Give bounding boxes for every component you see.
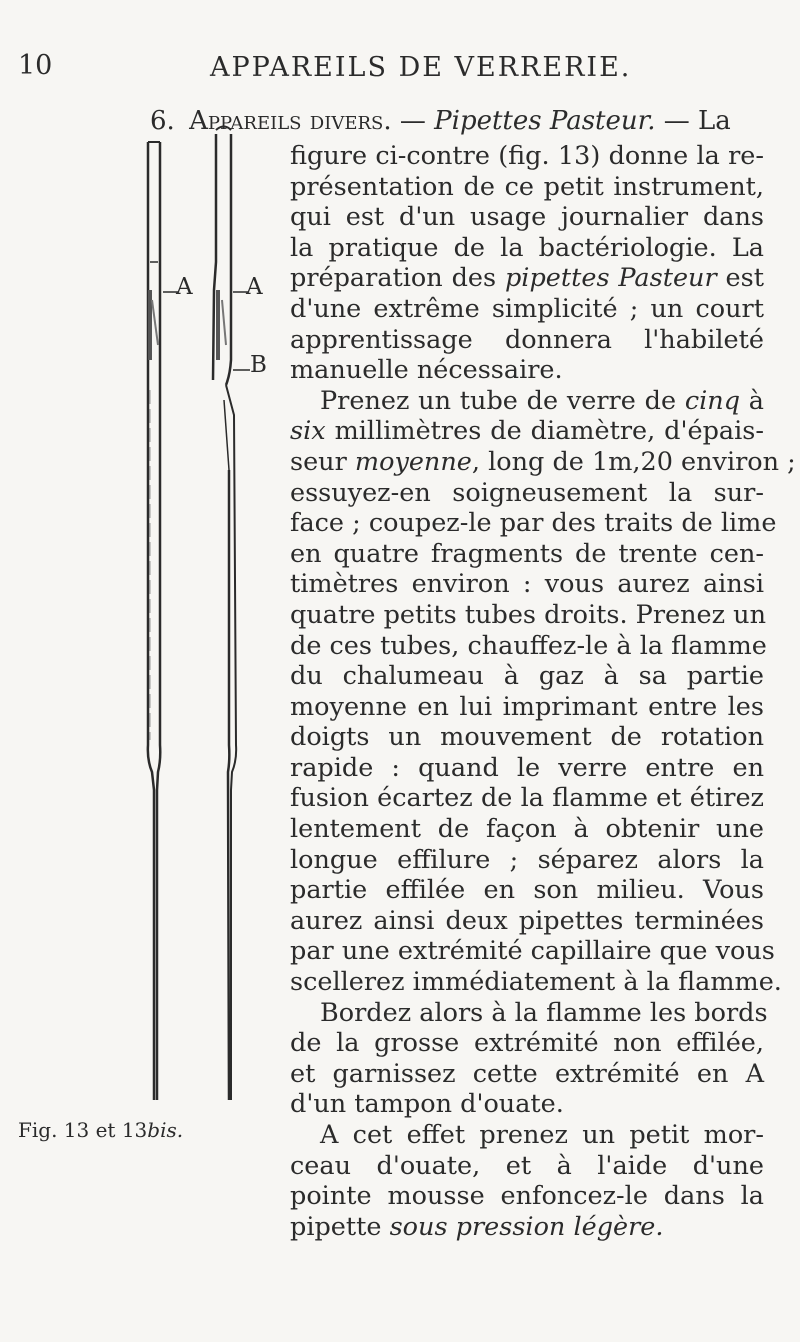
text-line: quatre petits tubes droits. Prenez un (290, 599, 767, 630)
text-line: la pratique de la bactériologie. La (290, 232, 764, 263)
label-leaders (163, 292, 250, 370)
italic-term: six (290, 416, 326, 447)
text-line: apprentissage donnera l'habileté (290, 324, 764, 355)
text-fragment: à (740, 385, 765, 416)
text-line: présentation de ce petit instrument, (290, 171, 764, 202)
pipette-13-bis (213, 127, 236, 1101)
text-line: et garnissez cette extrémité en A (290, 1058, 764, 1089)
text-line: timètres environ : vous aurez ainsi (290, 569, 764, 600)
text-fragment: , long de 1m,20 environ ; (471, 446, 796, 477)
italic-term: cinq (684, 385, 741, 416)
text-line: doigts un mouvement de rotation (290, 722, 764, 753)
text-line: ceau d'ouate, et à l'aide d'une (290, 1150, 764, 1181)
text-line (290, 446, 796, 478)
label-a-left: A (176, 274, 193, 300)
label-b: B (250, 352, 267, 378)
text-line: fusion écartez de la flamme et étirez (290, 783, 764, 814)
text-line (290, 386, 764, 417)
text-line (290, 416, 764, 447)
page-number: 10 (18, 50, 53, 81)
running-title: APPAREILS DE VERRERIE. (210, 52, 632, 83)
text-line: en quatre fragments de trente cen- (290, 538, 764, 569)
body-text (290, 141, 796, 1242)
text-fragment: pipette (290, 1211, 390, 1242)
text-line: moyenne en lui imprimant entre les (290, 691, 764, 722)
text-line (290, 263, 764, 294)
text-line: partie effilée en son milieu. Vous (290, 875, 764, 906)
italic-term: moyenne (354, 446, 472, 477)
text-line (290, 1212, 764, 1243)
section-number: 6. (150, 106, 175, 136)
label-a-right: A (246, 274, 263, 300)
text-line: figure ci-contre (fig. 13) donne la re- (290, 141, 764, 171)
text-line: du chalumeau à gaz à sa partie (290, 661, 764, 692)
text-line: face ; coupez-le par des traits de lime (290, 508, 777, 539)
section-title: Pipettes Pasteur. (434, 106, 656, 136)
lead-word: La (698, 106, 731, 136)
dash: — (399, 106, 426, 136)
text-fragment: millimètres de diamètre, d'épais- (334, 416, 764, 447)
text-line: longue effilure ; séparez alors la (290, 844, 764, 875)
dash: — (663, 106, 690, 136)
text-line: essuyez-en soigneusement la sur- (290, 477, 764, 508)
text-fragment: seur (290, 446, 355, 477)
caption-text: Fig. 13 et 13 (18, 1118, 148, 1142)
text-line: de ces tubes, chauffez-le à la flamme (290, 630, 767, 661)
italic-term: sous pression légère. (389, 1211, 664, 1242)
text-line: rapide : quand le verre entre en (290, 752, 764, 783)
text-fragment: préparation des (290, 263, 505, 294)
text-line: par une extrémité capillaire que vous (290, 936, 775, 967)
pipette-13 (148, 142, 160, 1100)
section-heading: Appareils divers. (189, 106, 392, 136)
text-line: pointe mousse enfoncez-le dans la (290, 1181, 764, 1212)
text-line: lentement de façon à obtenir une (290, 814, 764, 845)
text-fragment: est (716, 263, 764, 294)
text-line: A cet effet prenez un petit mor- (320, 1120, 764, 1150)
text-line: aurez ainsi deux pipettes terminées (290, 905, 764, 936)
text-line: d'un tampon d'ouate. (290, 1089, 564, 1120)
text-line: qui est d'un usage journalier dans (290, 202, 764, 233)
pipette-figure (0, 0, 290, 1338)
text-fragment: Prenez un tube de verre de (320, 385, 685, 416)
text-line: d'une extrême simplicité ; un court (290, 293, 764, 324)
text-line: scellerez immédiatement à la flamme. (290, 967, 782, 998)
figure-caption (18, 1118, 183, 1142)
caption-bis: bis. (147, 1118, 184, 1142)
text-line: Bordez alors à la flamme les bords (320, 997, 768, 1028)
text-line: de la grosse extrémité non effilée, (290, 1028, 764, 1059)
text-line: manuelle nécessaire. (290, 355, 563, 386)
italic-term: pipettes Pasteur (504, 263, 717, 294)
